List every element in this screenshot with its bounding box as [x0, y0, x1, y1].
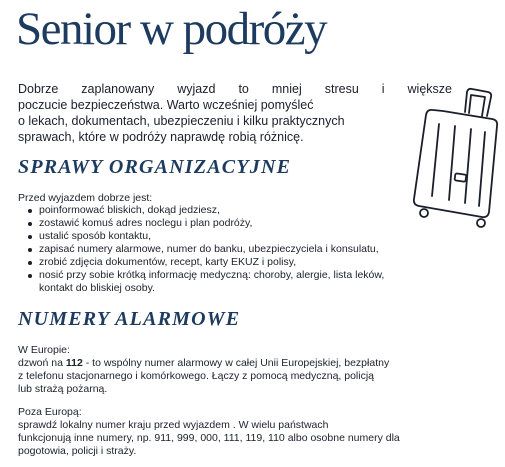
europe-suffix: - to wspólny numer alarmowy w całej Unii Europejskiej, bezpłatny [82, 357, 390, 369]
outside-line: sprawdź lokalny numer kraju przed wyjazdem . W wielu państwach [18, 419, 329, 431]
list-item: nosić przy sobie krótką informację medyczną: choroby, alergie, lista leków, [18, 269, 458, 282]
europe-block [18, 344, 468, 396]
intro-line: poczucie bezpieczeństwa. Warto wcześniej pomyśleć [18, 98, 314, 112]
list-item: kontakt do bliskiej osoby. [39, 282, 155, 294]
europe-line [18, 357, 468, 370]
emergency-number: 112 [65, 357, 83, 369]
outside-line: funkcjonują inne numery, np. 911, 999, 000, 111, 119, 110 albo osobne numery dla [18, 432, 400, 444]
list-item: ustalić sposób kontaktu, [18, 230, 458, 243]
outside-label: Poza Europą: [18, 406, 82, 418]
outside-europe-block [18, 406, 468, 458]
intro-line: Dobrze zaplanowany wyjazd to mniej stresu i większe [18, 82, 452, 96]
europe-prefix: dzwoń na [18, 357, 66, 369]
section-heading-emergency: NUMERY ALARMOWE [18, 308, 241, 330]
list-item: zostawić komuś adres noclegu i plan podróży, [18, 217, 458, 230]
intro-line: sprawach, które w podróży naprawdę robią różnicę. [18, 130, 304, 144]
europe-line: lub strażą pożarną. [18, 383, 108, 395]
europe-line: z telefonu stacjonarnego i komórkowego. Łączy z pomocą medyczną, policją [18, 370, 375, 382]
intro-line: o lekach, dokumentach, ubezpieczeniu i kilku praktycznych [18, 114, 345, 128]
europe-label: W Europie: [18, 344, 70, 356]
section-lead: Przed wyjazdem dobrze jest: [18, 192, 153, 204]
checklist [18, 204, 458, 295]
section-heading-organizational: SPRAWY ORGANIZACYJNE [18, 156, 292, 178]
intro-paragraph [18, 81, 458, 145]
list-item: poinformować bliskich, dokąd jedziesz, [18, 204, 458, 217]
list-item: zrobić zdjęcia dokumentów, recept, karty EKUZ i polisy, [18, 256, 458, 269]
outside-line: pogotowia, policji i straży. [18, 445, 137, 457]
list-item: zapisać numery alarmowe, numer do banku, ubezpieczyciela i konsulatu, [18, 243, 458, 256]
page-title: Senior w podróży [16, 3, 327, 55]
